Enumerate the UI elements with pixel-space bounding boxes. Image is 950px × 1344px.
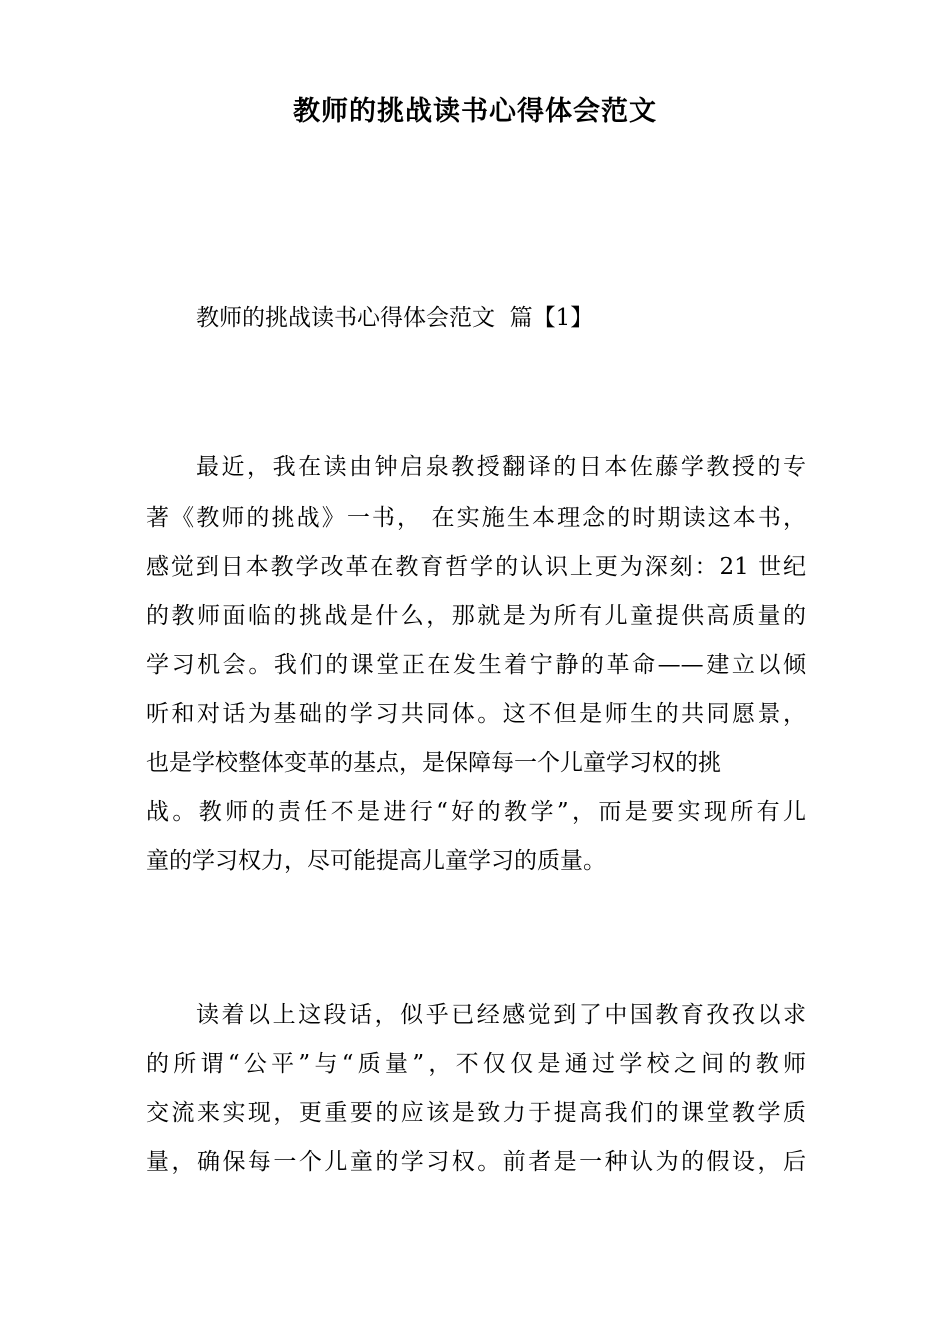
paragraph-line: 听和对话为基础的学习共同体。这不但是师生的共同愿景， (146, 701, 806, 727)
section-heading: 教师的挑战读书心得体会范文 篇【1】 (196, 305, 594, 331)
paragraph-line: 也是学校整体变革的基点，是保障每一个儿童学习权的挑 (146, 750, 721, 776)
paragraph-line: 著《教师的挑战》一书， 在实施生本理念的时期读这本书， (146, 505, 806, 531)
paragraph-line: 量，确保每一个儿童的学习权。前者是一种认为的假设，后 (146, 1149, 806, 1175)
document-title: 教师的挑战读书心得体会范文 (293, 96, 657, 127)
paragraph-line: 感觉到日本教学改革在教育哲学的认识上更为深刻：21 世纪 (146, 554, 806, 580)
paragraph-line: 战。教师的责任不是进行“好的教学”，而是要实现所有儿 (146, 799, 806, 825)
paragraph-line: 读着以上这段话，似乎已经感觉到了中国教育孜孜以求 (196, 1002, 806, 1028)
paragraph-line: 学习机会。我们的课堂正在发生着宁静的革命——建立以倾 (146, 652, 806, 678)
paragraph-line: 童的学习权力，尽可能提高儿童学习的质量。 (146, 848, 606, 874)
paragraph-line: 交流来实现，更重要的应该是致力于提高我们的课堂教学质 (146, 1100, 806, 1126)
paragraph-line: 的教师面临的挑战是什么，那就是为所有儿童提供高质量的 (146, 603, 806, 629)
paragraph-line: 的所谓“公平”与“质量”，不仅仅是通过学校之间的教师 (146, 1051, 806, 1077)
paragraph-line: 最近，我在读由钟启泉教授翻译的日本佐藤学教授的专 (196, 454, 806, 480)
